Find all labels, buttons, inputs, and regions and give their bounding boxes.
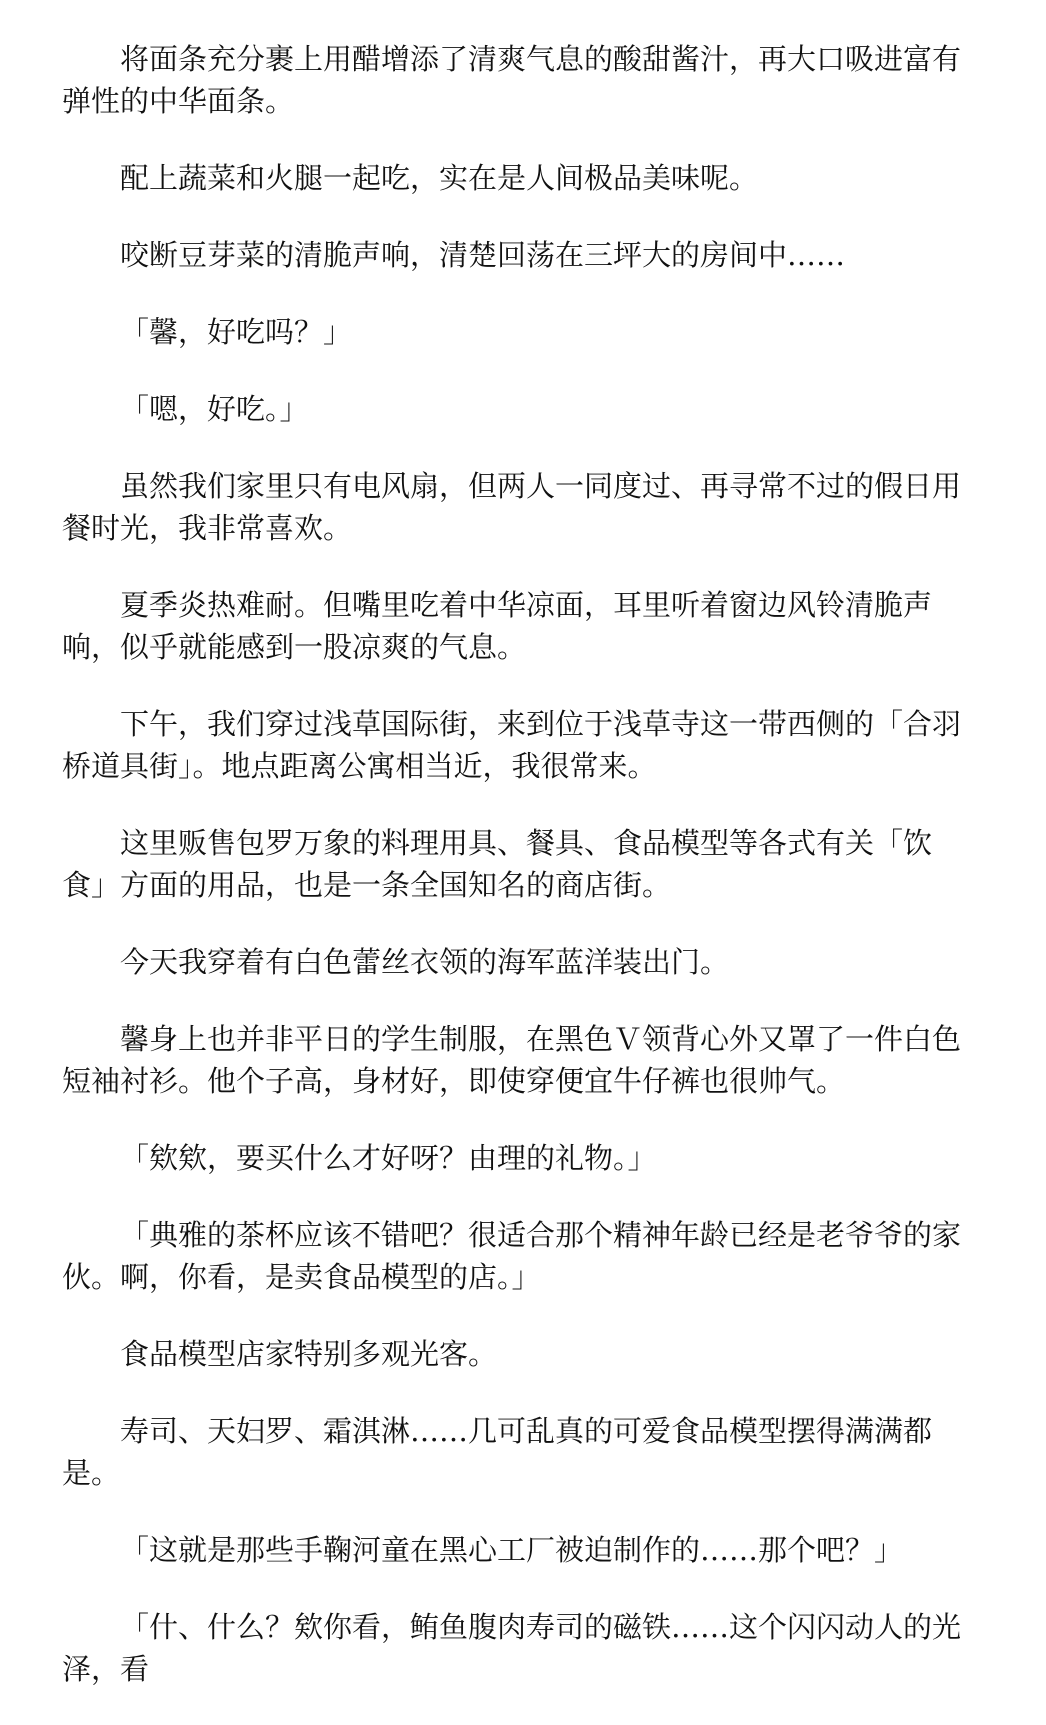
dialogue-line: 「嗯，好吃。」 [120,392,309,426]
dialogue-line: 「馨，好吃吗？」 [120,315,353,349]
paragraph: 下午，我们穿过浅草国际街，来到位于浅草寺这一带西侧的「合羽桥道具街」。地点距离公寓相当近，我很常来。 [62,707,962,783]
paragraph: 虽然我们家里只有电风扇，但两人一同度过、再寻常不过的假日用餐时光，我非常喜欢。 [62,469,962,545]
paragraph: 夏季炎热难耐。但嘴里吃着中华凉面，耳里听着窗边风铃清脆声响，似乎就能感到一股凉爽的气息。 [62,588,933,664]
paragraph: 这里贩售包罗万象的料理用具、餐具、食品模型等各式有关「饮食」方面的用品，也是一条全国知名的商店街。 [62,826,933,902]
dialogue-line: 「什、什么？欸你看，鲔鱼腹肉寿司的磁铁……这个闪闪动人的光泽，看 [62,1610,962,1686]
paragraph: 咬断豆芽菜的清脆声响，清楚回荡在三坪大的房间中…… [120,238,846,272]
paragraph: 今天我穿着有白色蕾丝衣领的海军蓝洋装出门。 [120,945,730,979]
document-page [62,38,974,1725]
paragraph: 将面条充分裹上用醋增添了清爽气息的酸甜酱汁，再大口吸进富有弹性的中华面条。 [62,42,962,118]
dialogue-line: 「典雅的茶杯应该不错吧？很适合那个精神年龄已经是老爷爷的家伙。啊，你看，是卖食品模型的店。」 [62,1218,962,1294]
paragraph: 寿司、天妇罗、霜淇淋……几可乱真的可爱食品模型摆得满满都是。 [62,1414,933,1490]
dialogue-line: 「欸欸，要买什么才好呀？由理的礼物。」 [120,1141,657,1175]
paragraph: 配上蔬菜和火腿一起吃，实在是人间极品美味呢。 [120,161,759,195]
dialogue-line: 「这就是那些手鞠河童在黑心工厂被迫制作的……那个吧？」 [120,1533,904,1567]
paragraph: 食品模型店家特别多观光客。 [120,1337,498,1371]
paragraph: 馨身上也并非平日的学生制服，在黑色Ｖ领背心外又罩了一件白色短袖衬衫。他个子高，身材好，即使穿便宜牛仔裤也很帅气。 [62,1022,962,1098]
